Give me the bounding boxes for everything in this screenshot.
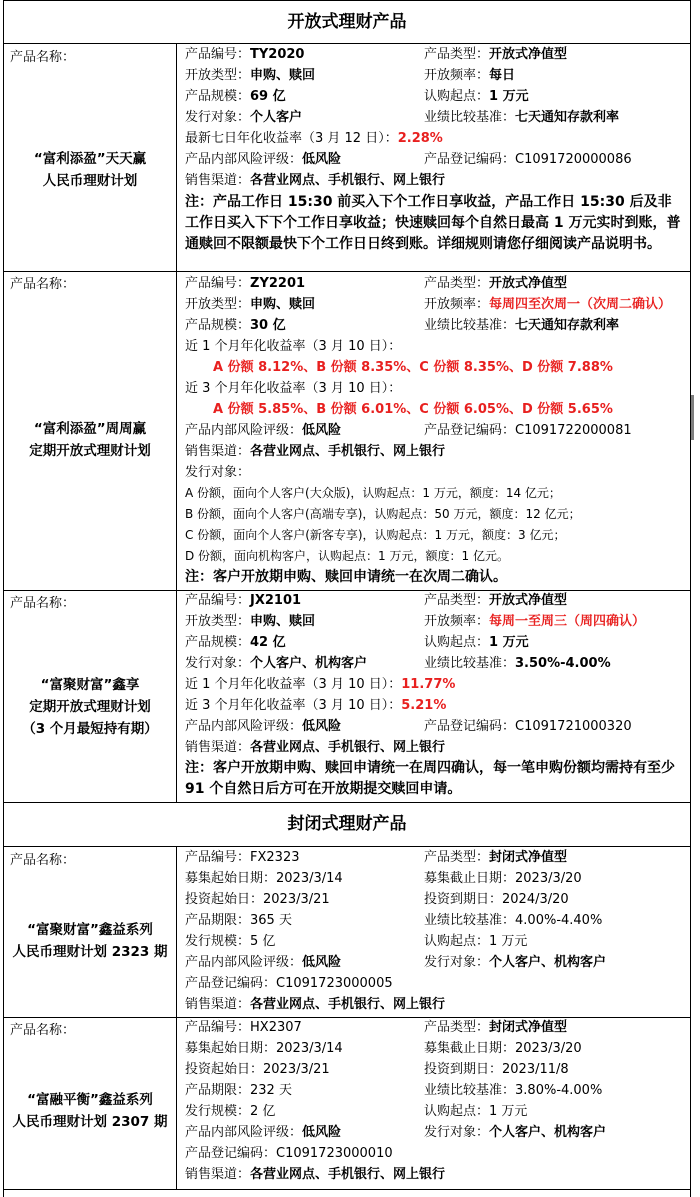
benchmark: 业绩比较基准：3.50%-4.00%: [424, 656, 611, 671]
product-name-cell: [4, 1017, 177, 1189]
product-id: 产品编号：TY2020: [185, 47, 305, 62]
product-row-2: [3, 271, 691, 591]
product-id: 产品编号：HX2307: [185, 1020, 302, 1035]
open-type: 开放类型：申购、赎回: [185, 68, 316, 83]
product-note: 注：客户开放期申购、赎回申请统一在周四确认，每一笔申购份额均需持有至少 91 个自然日后方可在开放期提交赎回申请。: [185, 760, 675, 797]
open-frequency: 开放频率：每周四至次周一（次周二确认）: [424, 297, 672, 312]
product-name-label: 产品名称：: [10, 277, 76, 292]
product-scale: 产品规模：69 亿: [185, 89, 286, 104]
risk-rating: 产品内部风险评级：低风险: [185, 152, 342, 167]
sales-channel: 销售渠道：各营业网点、手机银行、网上银行: [185, 1167, 446, 1182]
product-name: “富聚财富”鑫益系列 人民币理财计划 2323 期: [12, 922, 168, 960]
next-row-edge: [3, 1190, 691, 1197]
product-name-cell: [4, 590, 177, 802]
min-subscription: 认购起点：1 万元: [424, 934, 528, 949]
open-type: 开放类型：申购、赎回: [185, 614, 316, 629]
product-name-label: 产品名称：: [10, 50, 76, 65]
raise-start-date: 募集起始日期：2023/3/14: [185, 871, 343, 886]
raise-end-date: 募集截止日期：2023/3/20: [424, 1041, 582, 1056]
product-detail-cell: [176, 44, 690, 271]
product-type: 产品类型：封闭式净值型: [424, 1020, 568, 1035]
raise-end-date: 募集截止日期：2023/3/20: [424, 871, 582, 886]
raise-start-date: 募集起始日期：2023/3/14: [185, 1041, 343, 1056]
invest-start-date: 投资起始日：2023/3/21: [185, 892, 330, 907]
scrollbar-thumb[interactable]: [691, 395, 694, 440]
issue-target: 发行对象：个人客户、机构客户: [185, 656, 368, 671]
product-scale: 产品规模：42 亿: [185, 635, 286, 650]
product-name: “富利添盈”天天赢 人民币理财计划: [33, 151, 147, 189]
product-name: “富聚财富”鑫享 定期开放式理财计划 （3 个月最短持有期）: [22, 677, 158, 737]
open-type: 开放类型：申购、赎回: [185, 297, 316, 312]
product-id: 产品编号：JX2101: [185, 593, 302, 608]
product-name-label: 产品名称：: [10, 596, 76, 611]
one-month-yield-values: A 份额 8.12%、B 份额 8.35%、C 份额 8.35%、D 份额 7.88%: [213, 360, 613, 375]
closed-section-title: 封闭式理财产品: [3, 803, 691, 846]
product-note: 注：产品工作日 15:30 前买入下个工作日享收益，产品工作日 15:30 后及非工作日买入下下个工作日享收益；快速赎回每个自然日最高 1 万元实时到账，普通赎回不限额最快下个工作日日终到账。详细规则请您仔细阅读产品说明书。: [185, 194, 681, 252]
sales-channel: 销售渠道：各营业网点、手机银行、网上银行: [185, 997, 446, 1012]
product-term: 产品期限：232 天: [185, 1083, 292, 1098]
product-id: 产品编号：FX2323: [185, 850, 300, 865]
sales-channel: 销售渠道：各营业网点、手机银行、网上银行: [185, 740, 446, 755]
registration-code: 产品登记编码：C1091723000010: [185, 1146, 393, 1161]
product-row-4: [3, 846, 691, 1018]
issue-target: 发行对象：个人客户、机构客户: [424, 1125, 607, 1140]
product-name-cell: [4, 847, 177, 1017]
invest-end-date: 投资到期日：2023/11/8: [424, 1062, 569, 1077]
product-type: 产品类型：开放式净值型: [424, 47, 568, 62]
three-month-yield-values: A 份额 5.85%、B 份额 6.01%、C 份额 6.05%、D 份额 5.65%: [213, 402, 613, 417]
benchmark: 业绩比较基准：3.80%-4.00%: [424, 1083, 603, 1098]
share-d: D 份额，面向机构客户，认购起点：1 万元，额度：1 亿元。: [185, 549, 509, 563]
product-id: 产品编号：ZY2201: [185, 276, 306, 291]
min-subscription: 认购起点：1 万元: [424, 89, 529, 104]
benchmark: 业绩比较基准：七天通知存款利率: [424, 110, 620, 125]
registration-code: 产品登记编码：C1091721000320: [424, 719, 632, 734]
risk-rating: 产品内部风险评级：低风险: [185, 955, 342, 970]
share-c: C 份额，面向个人客户(新客专享)，认购起点：1 万元，额度：3 亿元；: [185, 528, 566, 542]
registration-code: 产品登记编码：C1091720000086: [424, 152, 632, 167]
product-detail-cell: [176, 1017, 690, 1189]
one-month-yield-label: 近 1 个月年化收益率（3 月 10 日）：: [185, 339, 402, 354]
issue-target: 发行对象：个人客户: [185, 110, 303, 125]
product-detail-cell: [176, 271, 690, 590]
product-name-label: 产品名称：: [10, 1023, 76, 1038]
product-name: “富融平衡”鑫益系列 人民币理财计划 2307 期: [12, 1092, 168, 1130]
sales-channel: 销售渠道：各营业网点、手机银行、网上银行: [185, 444, 446, 459]
share-b: B 份额，面向个人客户(高端专享)，认购起点：50 万元，额度：12 亿元；: [185, 507, 581, 521]
product-row-3: [3, 590, 691, 803]
risk-rating: 产品内部风险评级：低风险: [185, 719, 342, 734]
product-type: 产品类型：封闭式净值型: [424, 850, 568, 865]
risk-rating: 产品内部风险评级：低风险: [185, 1125, 342, 1140]
issue-target: 发行对象：个人客户、机构客户: [424, 955, 607, 970]
product-row-1: [3, 43, 691, 272]
product-type: 产品类型：开放式净值型: [424, 276, 568, 291]
product-name-cell: [4, 271, 177, 590]
sales-channel: 销售渠道：各营业网点、手机银行、网上银行: [185, 173, 446, 188]
benchmark: 业绩比较基准：七天通知存款利率: [424, 318, 620, 333]
open-frequency: 开放频率：每日: [424, 68, 516, 83]
product-name: “富利添盈”周周赢 定期开放式理财计划: [29, 421, 151, 459]
min-subscription: 认购起点：1 万元: [424, 1104, 528, 1119]
product-detail-cell: [176, 847, 690, 1017]
one-month-yield: 近 1 个月年化收益率（3 月 10 日）：11.77%: [185, 677, 456, 692]
three-month-yield-label: 近 3 个月年化收益率（3 月 10 日）：: [185, 381, 402, 396]
product-scale: 产品规模：30 亿: [185, 318, 286, 333]
risk-rating: 产品内部风险评级：低风险: [185, 423, 342, 438]
product-detail-cell: [176, 590, 690, 802]
product-name-label: 产品名称：: [10, 853, 76, 868]
invest-start-date: 投资起始日：2023/3/21: [185, 1062, 330, 1077]
seven-day-yield: 最新七日年化收益率（3 月 12 日）：2.28%: [185, 131, 443, 146]
registration-code: 产品登记编码：C1091722000081: [424, 423, 632, 438]
open-frequency: 开放频率：每周一至周三（周四确认）: [424, 614, 646, 629]
three-month-yield: 近 3 个月年化收益率（3 月 10 日）：5.21%: [185, 698, 447, 713]
issue-target-label: 发行对象：: [185, 465, 251, 480]
share-a: A 份额，面向个人客户(大众版)，认购起点：1 万元，额度：14 亿元；: [185, 486, 561, 500]
product-type: 产品类型：开放式净值型: [424, 593, 568, 608]
issue-scale: 发行规模：5 亿: [185, 934, 276, 949]
benchmark: 业绩比较基准：4.00%-4.40%: [424, 913, 603, 928]
registration-code: 产品登记编码：C1091723000005: [185, 976, 393, 991]
product-term: 产品期限：365 天: [185, 913, 292, 928]
min-subscription: 认购起点：1 万元: [424, 635, 529, 650]
product-document: [3, 0, 691, 1197]
product-note: 注：客户开放期申购、赎回申请统一在次周二确认。: [185, 569, 507, 585]
issue-scale: 发行规模：2 亿: [185, 1104, 276, 1119]
product-row-5: [3, 1017, 691, 1190]
invest-end-date: 投资到期日：2024/3/20: [424, 892, 569, 907]
product-name-cell: [4, 44, 177, 271]
open-section-title: 开放式理财产品: [3, 0, 691, 43]
